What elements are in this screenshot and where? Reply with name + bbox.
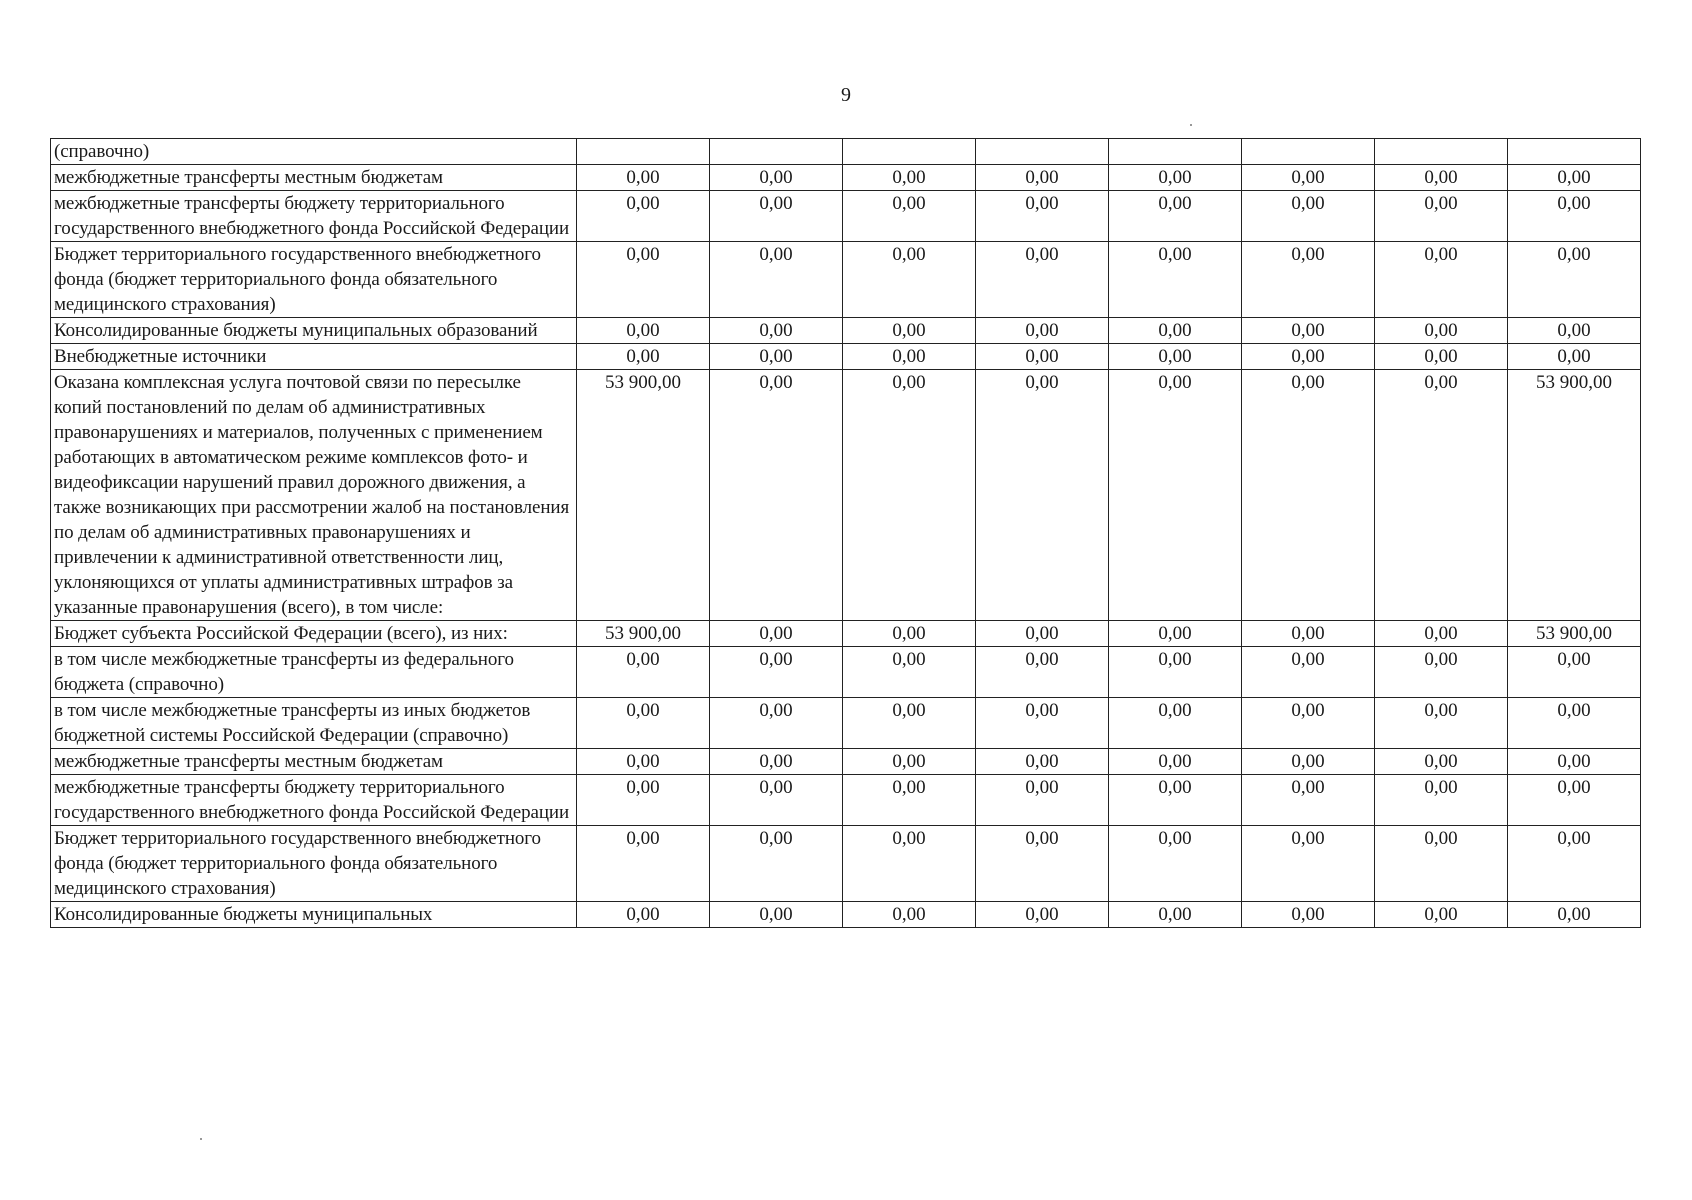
value-cell: 0,00 [1109, 165, 1242, 191]
value-cell: 0,00 [1109, 902, 1242, 928]
value-cell: 0,00 [710, 242, 843, 318]
row-label: Внебюджетные источники [51, 344, 577, 370]
table-row [51, 826, 1641, 902]
value-cell: 0,00 [1375, 775, 1508, 826]
value-cell: 0,00 [976, 344, 1109, 370]
row-label: Консолидированные бюджеты муниципальных образований [51, 318, 577, 344]
value-cell: 0,00 [1508, 775, 1641, 826]
value-cell: 0,00 [843, 775, 976, 826]
table-row [51, 139, 1641, 165]
value-cell: 0,00 [1109, 621, 1242, 647]
row-label: межбюджетные трансферты бюджету территориального государственного внебюджетного фонда Российской Федерации [51, 775, 577, 826]
value-cell: 0,00 [1508, 318, 1641, 344]
value-cell: 0,00 [1375, 344, 1508, 370]
table-row [51, 749, 1641, 775]
value-cell: 0,00 [1242, 318, 1375, 344]
value-cell: 0,00 [976, 749, 1109, 775]
value-cell: 0,00 [976, 902, 1109, 928]
value-cell: 0,00 [710, 318, 843, 344]
value-cell: 0,00 [976, 647, 1109, 698]
value-cell: 0,00 [710, 647, 843, 698]
row-label: Бюджет территориального государственного внебюджетного фонда (бюджет территориального фонда обязательного медицинского страхования) [51, 826, 577, 902]
value-cell: 0,00 [577, 647, 710, 698]
value-cell: 0,00 [577, 749, 710, 775]
value-cell: 53 900,00 [577, 370, 710, 621]
value-cell: 0,00 [1109, 344, 1242, 370]
row-label: Бюджет субъекта Российской Федерации (всего), из них: [51, 621, 577, 647]
value-cell: 0,00 [1375, 318, 1508, 344]
value-cell: 0,00 [1109, 775, 1242, 826]
value-cell: 0,00 [843, 344, 976, 370]
value-cell: 0,00 [976, 191, 1109, 242]
value-cell: 0,00 [577, 775, 710, 826]
value-cell: 0,00 [1109, 318, 1242, 344]
value-cell: 0,00 [1109, 242, 1242, 318]
value-cell: 0,00 [710, 165, 843, 191]
value-cell: 0,00 [577, 902, 710, 928]
row-label: Консолидированные бюджеты муниципальных [51, 902, 577, 928]
table-row [51, 647, 1641, 698]
value-cell: 0,00 [1242, 775, 1375, 826]
page-number: 9 [841, 84, 851, 106]
table-row [51, 621, 1641, 647]
value-cell: 0,00 [710, 826, 843, 902]
value-cell: 0,00 [577, 344, 710, 370]
value-cell: 0,00 [710, 370, 843, 621]
value-cell: 0,00 [577, 191, 710, 242]
value-cell: 0,00 [976, 775, 1109, 826]
table-row [51, 242, 1641, 318]
value-cell: 0,00 [843, 370, 976, 621]
value-cell: 0,00 [843, 698, 976, 749]
value-cell: 0,00 [1375, 165, 1508, 191]
value-cell: 0,00 [843, 165, 976, 191]
value-cell: 0,00 [1375, 191, 1508, 242]
value-cell: 0,00 [976, 242, 1109, 318]
value-cell: 0,00 [1375, 621, 1508, 647]
value-cell: 0,00 [843, 749, 976, 775]
value-cell: 0,00 [1375, 647, 1508, 698]
row-label: межбюджетные трансферты местным бюджетам [51, 165, 577, 191]
value-cell [1242, 139, 1375, 165]
row-label: (справочно) [51, 139, 577, 165]
value-cell: 0,00 [710, 621, 843, 647]
value-cell: 0,00 [577, 826, 710, 902]
value-cell: 0,00 [1242, 344, 1375, 370]
value-cell: 0,00 [1242, 698, 1375, 749]
value-cell: 0,00 [1109, 749, 1242, 775]
value-cell: 0,00 [976, 698, 1109, 749]
table-row [51, 191, 1641, 242]
value-cell: 0,00 [1242, 749, 1375, 775]
row-label: межбюджетные трансферты бюджету территориального государственного внебюджетного фонда Российской Федерации [51, 191, 577, 242]
table-row [51, 165, 1641, 191]
scan-speck [200, 1138, 202, 1140]
budget-table-body [51, 139, 1641, 928]
value-cell: 0,00 [1508, 698, 1641, 749]
row-label: Оказана комплексная услуга почтовой связи по пересылке копий постановлений по делам об административных правонарушениях и материалов, полученных с применением работающих в автоматическом режиме комплексов фото- и видеофиксации нарушений правил дорожного движения, а также возникающих при рассмотрении жалоб на постановления по делам об административных правонарушениях и привлечении к административной ответственности лиц, уклоняющихся от уплаты административных штрафов за указанные правонарушения (всего), в том числе: [51, 370, 577, 621]
value-cell [843, 139, 976, 165]
value-cell: 0,00 [1375, 698, 1508, 749]
budget-table [50, 138, 1641, 928]
table-row [51, 775, 1641, 826]
value-cell [1109, 139, 1242, 165]
value-cell: 0,00 [1508, 344, 1641, 370]
value-cell: 0,00 [577, 698, 710, 749]
value-cell: 0,00 [843, 621, 976, 647]
value-cell: 0,00 [843, 902, 976, 928]
budget-table-container [50, 138, 1640, 928]
value-cell: 0,00 [843, 826, 976, 902]
value-cell: 0,00 [1242, 621, 1375, 647]
value-cell: 0,00 [976, 826, 1109, 902]
value-cell [1508, 139, 1641, 165]
value-cell: 0,00 [710, 902, 843, 928]
value-cell: 0,00 [1508, 647, 1641, 698]
table-row [51, 344, 1641, 370]
value-cell: 0,00 [577, 165, 710, 191]
value-cell: 0,00 [1508, 826, 1641, 902]
value-cell: 0,00 [1375, 370, 1508, 621]
value-cell: 0,00 [710, 698, 843, 749]
value-cell: 53 900,00 [1508, 370, 1641, 621]
table-row [51, 318, 1641, 344]
value-cell: 0,00 [976, 165, 1109, 191]
value-cell: 0,00 [843, 647, 976, 698]
value-cell: 0,00 [1109, 698, 1242, 749]
table-row [51, 370, 1641, 621]
value-cell: 0,00 [1242, 191, 1375, 242]
value-cell: 0,00 [710, 344, 843, 370]
value-cell: 0,00 [710, 749, 843, 775]
value-cell: 0,00 [1508, 242, 1641, 318]
value-cell: 0,00 [1508, 165, 1641, 191]
value-cell: 0,00 [577, 318, 710, 344]
value-cell: 0,00 [710, 191, 843, 242]
value-cell: 0,00 [1375, 902, 1508, 928]
value-cell [577, 139, 710, 165]
value-cell: 0,00 [1375, 826, 1508, 902]
value-cell [1375, 139, 1508, 165]
table-row [51, 902, 1641, 928]
value-cell: 0,00 [843, 191, 976, 242]
row-label: межбюджетные трансферты местным бюджетам [51, 749, 577, 775]
value-cell: 0,00 [1109, 191, 1242, 242]
value-cell: 0,00 [1109, 370, 1242, 621]
value-cell: 0,00 [843, 242, 976, 318]
value-cell: 0,00 [1242, 165, 1375, 191]
table-row [51, 698, 1641, 749]
value-cell [710, 139, 843, 165]
value-cell: 0,00 [1508, 749, 1641, 775]
value-cell: 53 900,00 [577, 621, 710, 647]
value-cell: 53 900,00 [1508, 621, 1641, 647]
value-cell: 0,00 [1109, 826, 1242, 902]
value-cell [976, 139, 1109, 165]
value-cell: 0,00 [577, 242, 710, 318]
value-cell: 0,00 [1508, 902, 1641, 928]
value-cell: 0,00 [1242, 826, 1375, 902]
value-cell: 0,00 [1242, 647, 1375, 698]
value-cell: 0,00 [976, 370, 1109, 621]
value-cell: 0,00 [1109, 647, 1242, 698]
value-cell: 0,00 [976, 621, 1109, 647]
scan-speck [1190, 124, 1192, 126]
row-label: Бюджет территориального государственного внебюджетного фонда (бюджет территориального фонда обязательного медицинского страхования) [51, 242, 577, 318]
value-cell: 0,00 [843, 318, 976, 344]
value-cell: 0,00 [976, 318, 1109, 344]
value-cell: 0,00 [1242, 242, 1375, 318]
value-cell: 0,00 [1242, 370, 1375, 621]
value-cell: 0,00 [1242, 902, 1375, 928]
value-cell: 0,00 [1508, 191, 1641, 242]
value-cell: 0,00 [1375, 749, 1508, 775]
value-cell: 0,00 [710, 775, 843, 826]
row-label: в том числе межбюджетные трансферты из иных бюджетов бюджетной системы Российской Федерации (справочно) [51, 698, 577, 749]
value-cell: 0,00 [1375, 242, 1508, 318]
row-label: в том числе межбюджетные трансферты из федерального бюджета (справочно) [51, 647, 577, 698]
